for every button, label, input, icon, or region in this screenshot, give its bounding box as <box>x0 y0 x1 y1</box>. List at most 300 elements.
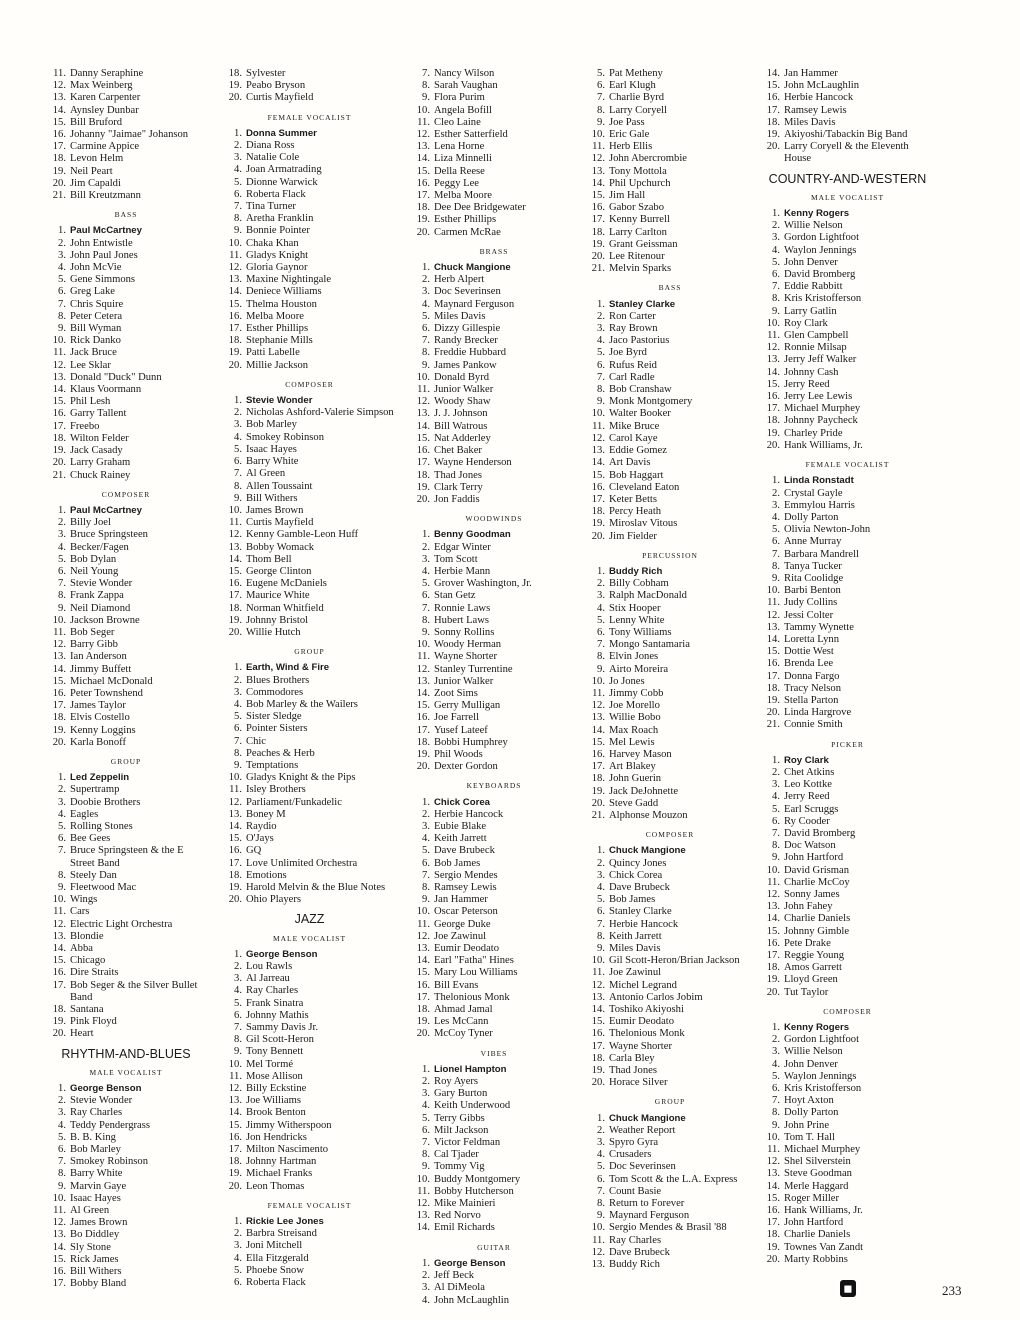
entry-name: Percy Heath <box>609 506 662 518</box>
rank-number: 4. <box>772 511 780 523</box>
list-item <box>222 92 397 104</box>
list-item <box>46 578 206 590</box>
rank-number: 14. <box>591 457 605 469</box>
entry-name: Elvis Costello <box>70 712 130 724</box>
entry-name: Ray Charles <box>609 1234 662 1246</box>
rank-number: 2. <box>772 220 780 232</box>
entry-name: Donna Fargo <box>784 670 840 682</box>
rank-number: 19. <box>766 129 780 141</box>
entry-name: Phil Upchurch <box>609 177 671 189</box>
list-item <box>585 773 755 785</box>
list-item <box>760 1181 935 1193</box>
list-item <box>410 821 578 833</box>
rank-number: 2. <box>597 578 605 590</box>
rank-number: 10. <box>591 408 605 420</box>
rank-number: 3. <box>422 286 430 298</box>
rank-number: 7. <box>234 468 242 480</box>
rank-number: 5. <box>58 1131 66 1143</box>
list-item <box>410 809 578 821</box>
rank-number: 20. <box>52 457 66 469</box>
rank-number: 17. <box>591 1040 605 1052</box>
list-item <box>222 699 397 711</box>
list-item <box>585 1247 755 1259</box>
rank-number: 10. <box>228 237 242 249</box>
list-item <box>222 432 397 444</box>
entry-name: Mongo Santamaria <box>609 639 690 651</box>
list-item <box>760 1034 935 1046</box>
list-item <box>585 129 755 141</box>
rank-number: 8. <box>422 80 430 92</box>
list-item <box>46 505 206 517</box>
entry-name: Melba Moore <box>434 190 492 202</box>
entry-name: Wilton Felder <box>70 432 129 444</box>
rank-number: 5. <box>58 553 66 565</box>
rank-number: 3. <box>234 419 242 431</box>
list-item <box>222 1240 397 1252</box>
list-item <box>222 177 397 189</box>
rank-number: 10. <box>52 1192 66 1204</box>
list-item <box>585 1198 755 1210</box>
entry-name: Johnny Gimble <box>784 925 850 937</box>
rank-number: 16. <box>416 177 430 189</box>
list-item <box>222 164 397 176</box>
rank-number: 16. <box>228 1131 242 1143</box>
entry-name: Miles Davis <box>609 943 661 955</box>
rank-number: 7. <box>597 371 605 383</box>
list-item <box>410 882 578 894</box>
rank-number: 14. <box>52 1241 66 1253</box>
category-heading: COMPOSER <box>823 1006 872 1016</box>
list-item <box>46 433 206 445</box>
entry-name: Herbie Mann <box>434 565 491 577</box>
entry-name: Flora Purim <box>434 92 485 104</box>
rank-number: 10. <box>52 894 66 906</box>
rank-number: 16. <box>416 979 430 991</box>
entry-name: Marvin Gaye <box>70 1180 127 1192</box>
rank-number: 10. <box>591 1222 605 1234</box>
rank-number: 17. <box>591 214 605 226</box>
list-item <box>410 1088 578 1100</box>
entry-name: Barry Gibb <box>70 639 118 651</box>
list-item <box>410 664 578 676</box>
list-item <box>222 1046 397 1058</box>
entry-name: Eddie Gomez <box>609 445 667 457</box>
entry-name: Bobby Womack <box>246 541 315 553</box>
list-item <box>760 232 935 244</box>
rank-number: 14. <box>766 1180 780 1192</box>
entry-name: Freebo <box>70 420 100 432</box>
entry-name: Rita Coolidge <box>784 572 844 584</box>
list-item <box>760 1059 935 1071</box>
list-item <box>222 784 397 796</box>
list-item <box>410 166 578 178</box>
entry-name: David Bromberg <box>784 827 856 839</box>
list-item <box>585 688 755 700</box>
entry-name: Linda Ronstadt <box>784 475 854 487</box>
list-item <box>585 117 755 129</box>
list-item <box>46 894 206 906</box>
rank-number: 10. <box>52 335 66 347</box>
category-heading: VIBES <box>480 1048 508 1058</box>
entry-name: Elvin Jones <box>609 651 659 663</box>
list-item <box>760 354 935 366</box>
entry-name: Neil Diamond <box>70 602 131 614</box>
entry-name: Raydio <box>246 820 277 832</box>
category-heading: COMPOSER <box>645 830 695 840</box>
entry-name: John Guerin <box>609 773 662 785</box>
rank-number: 6. <box>234 723 242 735</box>
list-item <box>760 549 935 561</box>
entry-name: Natalie Cole <box>246 152 300 164</box>
entry-name: Paul McCartney <box>70 225 142 237</box>
list-item <box>410 1270 578 1282</box>
list-item <box>585 153 755 165</box>
list-item <box>410 227 578 239</box>
rank-number: 20. <box>591 1077 605 1089</box>
rank-number: 10. <box>591 955 605 967</box>
rank-number: 9. <box>58 602 66 614</box>
entry-name: Levon Helm <box>70 153 124 165</box>
rank-number: 7. <box>597 918 605 930</box>
list-item <box>585 590 755 602</box>
entry-name: Steely Dan <box>70 869 117 881</box>
rank-number: 7. <box>422 335 430 347</box>
list-item <box>410 980 578 992</box>
rank-number: 7. <box>772 281 780 293</box>
entry-name: Sarah Vaughan <box>434 80 498 92</box>
rank-number: 16. <box>591 748 605 760</box>
entry-name: Keith Jarrett <box>434 833 487 845</box>
entry-name: Angela Bofill <box>434 104 492 116</box>
entry-name: Chet Atkins <box>784 766 835 778</box>
list-item <box>585 311 755 323</box>
list-item <box>410 421 578 433</box>
entry-name: Paul McCartney <box>70 504 142 516</box>
rank-number: 9. <box>597 943 605 955</box>
list-item <box>222 189 397 201</box>
rank-number: 11. <box>592 420 605 432</box>
entry-name: Jimmy Buffett <box>70 663 132 675</box>
entry-name: Ella Fitzgerald <box>246 1252 309 1264</box>
entry-name: Millie Jackson <box>246 359 309 371</box>
entry-name: Woody Herman <box>434 639 502 651</box>
list-item <box>222 1071 397 1083</box>
rank-number: 11. <box>767 876 780 888</box>
rank-number: 4. <box>597 335 605 347</box>
entry-name: Barbara Mandrell <box>784 548 860 560</box>
entry-name: Chuck Rainey <box>70 469 131 481</box>
list-item <box>760 610 935 622</box>
entry-name: Jim Fielder <box>609 530 657 542</box>
rank-number: 11. <box>592 687 605 699</box>
list-item <box>585 725 755 737</box>
rank-number: 8. <box>234 747 242 759</box>
rank-number: 5. <box>58 820 66 832</box>
list-item <box>585 408 755 420</box>
list-item <box>585 299 755 311</box>
list-item <box>410 1076 578 1088</box>
rank-number: 4. <box>422 1100 430 1112</box>
list-item <box>222 493 397 505</box>
rank-number: 7. <box>422 68 430 79</box>
entry-name: Bob Dylan <box>70 553 117 565</box>
list-item <box>760 938 935 950</box>
rank-number: 14. <box>766 913 780 925</box>
entry-name: Miles Davis <box>434 310 486 322</box>
entry-name: James Brown <box>70 1217 128 1229</box>
entry-name: John Prine <box>784 1119 830 1131</box>
rank-number: 14. <box>766 633 780 645</box>
entry-name: Akiyoshi/Tabackin Big Band <box>784 129 908 141</box>
list-item <box>46 712 206 724</box>
list-item <box>760 707 935 719</box>
entry-name: Bill Wyman <box>70 323 122 335</box>
entry-name: Earth, Wind & Fire <box>246 662 330 674</box>
entry-name: Tammy Wynette <box>784 621 854 633</box>
entry-name: Eric Gale <box>609 129 650 141</box>
rank-number: 11. <box>229 1070 242 1082</box>
entry-name: Willie Nelson <box>784 1046 843 1058</box>
list-item <box>46 664 206 676</box>
list-item <box>760 415 935 427</box>
rank-number: 15. <box>52 116 66 128</box>
rank-number: 1. <box>422 1063 430 1075</box>
entry-name: Norman Whitfield <box>246 602 324 614</box>
entry-name: Johanny "Jaimae" Johanson <box>70 129 189 141</box>
rank-number: 19. <box>52 445 66 457</box>
list-item <box>585 1149 755 1161</box>
entry-name: Temptations <box>246 759 299 771</box>
rank-number: 16. <box>52 1266 66 1278</box>
rank-number: 18. <box>766 116 780 128</box>
list-item <box>760 512 935 524</box>
entry-name: Bill Withers <box>246 492 298 504</box>
entry-name: Jack Casady <box>70 445 123 457</box>
category-heading: FEMALE VOCALIST <box>267 112 352 122</box>
rank-number: 7. <box>58 1156 66 1168</box>
list-item <box>410 967 578 979</box>
rank-number: 13. <box>591 712 605 724</box>
entry-name: Stephanie Mills <box>246 335 313 347</box>
entry-name: Jon Faddis <box>434 493 480 505</box>
entry-name: Sammy Davis Jr. <box>246 1022 319 1034</box>
entry-name: Larry Gatlin <box>784 305 837 317</box>
rank-number: 3. <box>58 1107 66 1119</box>
entry-name: Deniece Williams <box>246 286 322 298</box>
list-item <box>410 639 578 651</box>
entry-name: Chaka Khan <box>246 237 299 249</box>
entry-name: Earl Scruggs <box>784 803 839 815</box>
list-item <box>410 749 578 761</box>
rank-number: 3. <box>772 1046 780 1058</box>
list-item <box>46 1120 206 1132</box>
list-item <box>585 943 755 955</box>
entry-name: Charlie Daniels <box>784 1229 851 1241</box>
playboy-bunny-icon: ◼ <box>840 1280 856 1297</box>
entry-name: Hubert Laws <box>434 614 490 626</box>
list-item <box>222 529 397 541</box>
rank-number: 12. <box>766 889 780 900</box>
rank-number: 18. <box>52 432 66 444</box>
rank-number: 1. <box>772 754 780 766</box>
entry-name: Bee Gees <box>70 833 111 845</box>
list-item <box>410 214 578 226</box>
entry-name: James Brown <box>246 504 304 516</box>
list-item <box>760 804 935 816</box>
rank-number: 9. <box>597 396 605 408</box>
entry-name: Pat Metheny <box>609 68 663 79</box>
entry-name: Dave Brubeck <box>609 1246 670 1258</box>
list-item <box>585 263 755 275</box>
rank-number: 15. <box>416 967 430 979</box>
rank-number: 18. <box>591 506 605 518</box>
rank-number: 20. <box>228 626 242 638</box>
list-item <box>585 858 755 870</box>
rank-number: 1. <box>597 565 605 577</box>
list-item <box>410 1282 578 1294</box>
list-item <box>760 440 935 452</box>
entry-name: Harvey Mason <box>609 748 672 760</box>
rank-number: 18. <box>52 1004 66 1016</box>
rank-number: 6. <box>422 590 430 602</box>
rank-number: 13. <box>228 541 242 553</box>
entry-name: Reggie Young <box>784 950 845 962</box>
entry-name: Billy Eckstine <box>246 1083 307 1095</box>
list-item <box>760 293 935 305</box>
rank-number: 15. <box>416 165 430 177</box>
entry-name: Dolly Parton <box>784 1107 839 1119</box>
list-item <box>410 1137 578 1149</box>
list-item <box>760 561 935 573</box>
entry-name: Al DiMeola <box>434 1282 485 1294</box>
rank-number: 9. <box>58 882 66 893</box>
entry-name: Gordon Lightfoot <box>784 232 860 244</box>
rank-number: 10. <box>416 1173 430 1185</box>
rank-number: 5. <box>234 997 242 1009</box>
entry-name: Ray Charles <box>70 1107 123 1119</box>
entry-name: Tom Scott <box>434 553 478 565</box>
list-item <box>760 719 935 731</box>
rank-number: 13. <box>52 1229 66 1241</box>
rank-number: 5. <box>597 1161 605 1173</box>
entry-name: Freddie Hubbard <box>434 347 507 359</box>
entry-name: Bobby Bland <box>70 1278 127 1290</box>
rank-number: 1. <box>772 475 780 487</box>
entry-name: Roy Clark <box>784 754 829 766</box>
list-item <box>222 1168 397 1180</box>
column-5 <box>760 68 935 1266</box>
rank-number: 18. <box>591 1052 605 1064</box>
entry-name: Waylon Jennings <box>784 1070 857 1082</box>
list-item <box>410 68 578 80</box>
rank-number: 6. <box>772 536 780 548</box>
list-item <box>760 306 935 318</box>
entry-name: Rolling Stones <box>70 820 133 832</box>
entry-name: Jon Hendricks <box>246 1131 307 1143</box>
list-item <box>760 1022 935 1034</box>
rank-number: 17. <box>228 323 242 335</box>
entry-name: John Paul Jones <box>70 249 138 261</box>
entry-name: Stella Parton <box>784 694 839 706</box>
rank-number: 20. <box>52 736 66 748</box>
rank-number: 2. <box>422 1270 430 1282</box>
entry-name: Charlie McCoy <box>784 876 850 888</box>
list-item <box>760 865 935 877</box>
entry-name: Blues Brothers <box>246 674 310 686</box>
entry-name: Carol Kaye <box>609 432 658 444</box>
rank-number: 1. <box>422 796 430 808</box>
rank-number: 11. <box>53 906 66 918</box>
rank-number: 16. <box>228 578 242 590</box>
list-item <box>410 651 578 663</box>
list-item <box>760 755 935 767</box>
list-item <box>410 1174 578 1186</box>
rank-number: 15. <box>591 1016 605 1028</box>
list-item <box>760 779 935 791</box>
entry-name: Jerry Reed <box>784 791 830 803</box>
rank-number: 6. <box>597 359 605 371</box>
entry-name: Bobby Hutcherson <box>434 1185 514 1197</box>
rank-number: 12. <box>228 796 242 808</box>
rank-number: 11. <box>229 249 242 261</box>
rank-number: 19. <box>228 80 242 92</box>
entry-name: Cleveland Eaton <box>609 481 680 493</box>
list-item <box>410 542 578 554</box>
rank-number: 14. <box>52 663 66 675</box>
rank-number: 6. <box>772 1083 780 1095</box>
entry-name: Ray Brown <box>609 323 658 335</box>
entry-name: Chic <box>246 735 267 747</box>
entry-name: Max Weinberg <box>70 80 133 92</box>
entry-name: Doc Severinsen <box>434 286 501 298</box>
entry-name: Doc Severinsen <box>609 1161 676 1173</box>
entry-name: Jan Hammer <box>434 894 488 906</box>
list-item <box>760 1205 935 1217</box>
list-item <box>222 68 397 80</box>
entry-name: Dee Dee Bridgewater <box>434 202 526 214</box>
list-item <box>222 456 397 468</box>
list-item <box>760 536 935 548</box>
entry-name: Stevie Wonder <box>70 1095 133 1107</box>
rank-number: 2. <box>597 1124 605 1136</box>
rank-number: 14. <box>416 955 430 967</box>
entry-name: Keith Jarrett <box>609 930 662 942</box>
rank-number: 10. <box>766 317 780 329</box>
entry-name: Jack DeJohnette <box>609 785 679 797</box>
list-item <box>410 1113 578 1125</box>
list-item <box>410 627 578 639</box>
rank-number: 12. <box>591 979 605 991</box>
entry-name: Johnny Bristol <box>246 614 309 626</box>
list-item <box>410 1295 578 1307</box>
rank-number: 2. <box>234 674 242 686</box>
entry-name: Sylvester <box>246 68 286 79</box>
list-item <box>222 225 397 237</box>
entry-name: Patti Labelle <box>246 347 300 359</box>
rank-number: 12. <box>52 80 66 92</box>
entry-name: Jim Hall <box>609 190 646 202</box>
list-item <box>46 105 206 117</box>
rank-number: 4. <box>597 602 605 614</box>
rank-number: 16. <box>591 1028 605 1040</box>
rank-number: 20. <box>228 359 242 371</box>
list-item <box>585 1222 755 1234</box>
list-item <box>222 238 397 250</box>
rank-number: 12. <box>591 700 605 712</box>
list-item <box>585 1161 755 1173</box>
rank-number: 7. <box>772 827 780 839</box>
list-item <box>46 166 206 178</box>
